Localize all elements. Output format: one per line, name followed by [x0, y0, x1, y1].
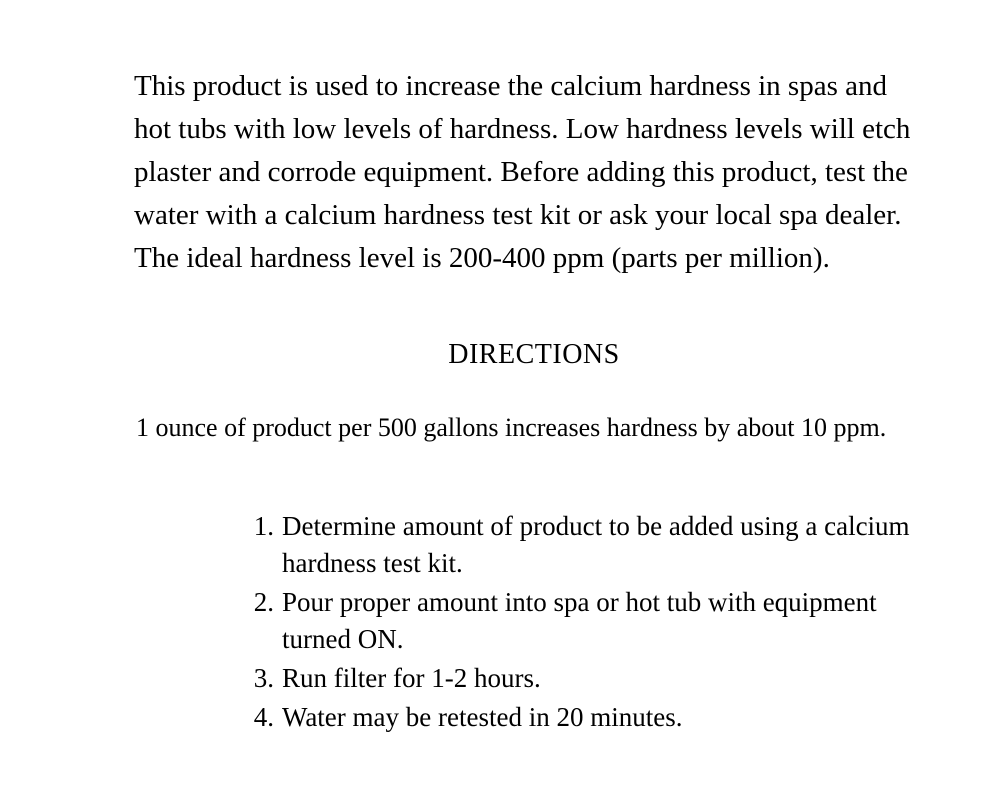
step-text: Determine amount of product to be added using a calcium hardness test kit. [282, 511, 910, 578]
step-text: Run filter for 1-2 hours. [282, 663, 541, 693]
dosage-note: 1 ounce of product per 500 gallons increases hardness by about 10 ppm. [136, 413, 887, 442]
step-text: Water may be retested in 20 minutes. [282, 702, 683, 732]
list-item [240, 699, 940, 736]
directions-step-list [240, 508, 940, 738]
intro-paragraph: This product is used to increase the calcium hardness in spas and hot tubs with low levels of hardness. Low hardness levels will etch plaster and corrode equipment. Before adding this product, test the water with a calcium hardness test kit or ask your local spa dealer. The ideal hardness level is 200-400 ppm (parts per million). [134, 70, 911, 274]
directions-heading: DIRECTIONS [448, 339, 620, 370]
step-number: 1. [253, 511, 274, 541]
list-item [240, 584, 940, 658]
list-item [240, 660, 940, 697]
list-item [240, 508, 940, 582]
step-number: 2. [253, 587, 274, 617]
step-text: Pour proper amount into spa or hot tub with equipment turned ON. [282, 587, 877, 654]
step-number: 3. [253, 663, 274, 693]
step-number: 4. [253, 702, 274, 732]
